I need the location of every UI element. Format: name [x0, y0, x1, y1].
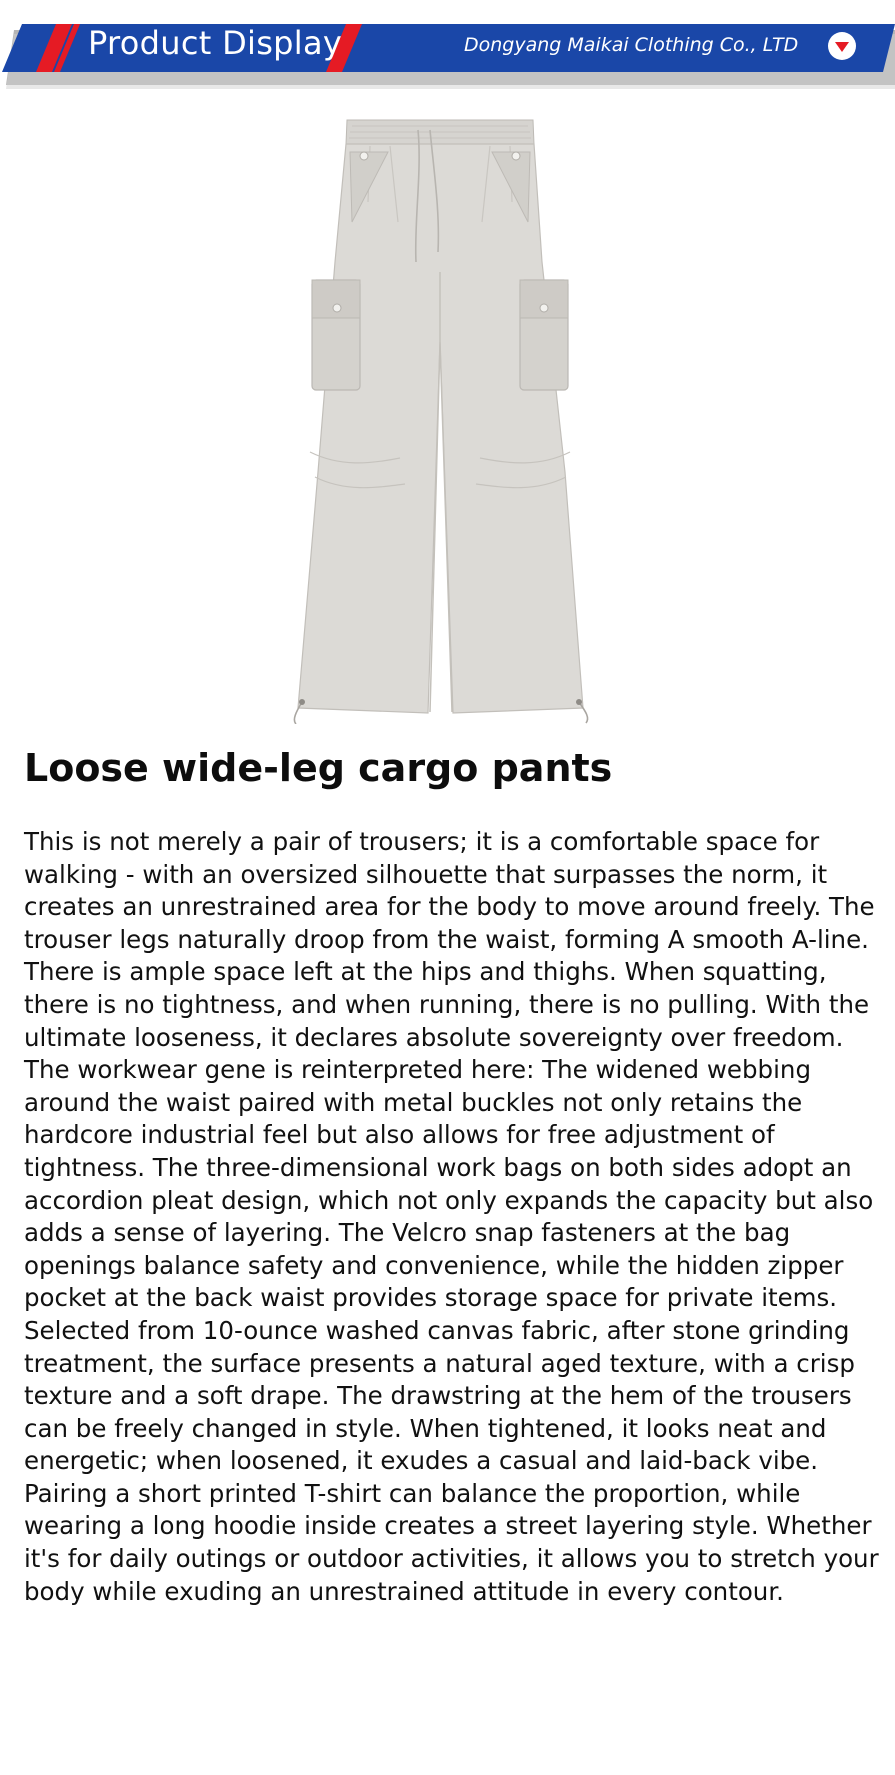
chevron-down-icon[interactable]: [827, 31, 857, 61]
cargo-pants-image: [240, 112, 640, 724]
banner-title: Product Display: [88, 24, 343, 62]
header-banner: [0, 0, 895, 95]
button: [512, 152, 520, 160]
pants-body: [298, 144, 583, 713]
company-name: Dongyang Maikai Clothing Co., LTD: [464, 34, 799, 56]
product-description: This is not merely a pair of trousers; it is a comfortable space for walking - with an oversized silhouette that surpasses the norm, it creates an unrestrained area for the body to move around freely. The trouser legs naturally droop from the waist, forming A smooth A-line. There is ample space left at the hips and thighs. When squatting, there is no tightness, and when running, there is no pulling. With the ultimate looseness, it declares absolute sovereignty over freedom. The workwear gene is reinterpreted here: The widened webbing around the waist paired with metal buckles not only retains the hardcore industrial feel but also allows for free adjustment of tightness. The three-dimensional work bags on both sides adopt an accordion pleat design, which not only expands the capacity but also adds a sense of layering. The Velcro snap fasteners at the bag openings balance safety and convenience, while the hidden zipper pocket at the back waist provides storage space for private items. Selected from 10-ounce washed canvas fabric, after stone grinding treatment, the surface presents a natural aged texture, with a crisp texture and a soft drape. The drawstring at the hem of the trousers can be freely changed in style. When tightened, it looks neat and energetic; when loosened, it exudes a casual and laid-back vibe. Pairing a short printed T-shirt can balance the proportion, while wearing a long hoodie inside creates a street layering style. Whether it's for daily outings or outdoor activities, it allows you to stretch your body while exuding an unrestrained attitude in every contour.: [24, 827, 879, 1606]
product-title: Loose wide-leg cargo pants: [24, 746, 613, 790]
button: [360, 152, 368, 160]
